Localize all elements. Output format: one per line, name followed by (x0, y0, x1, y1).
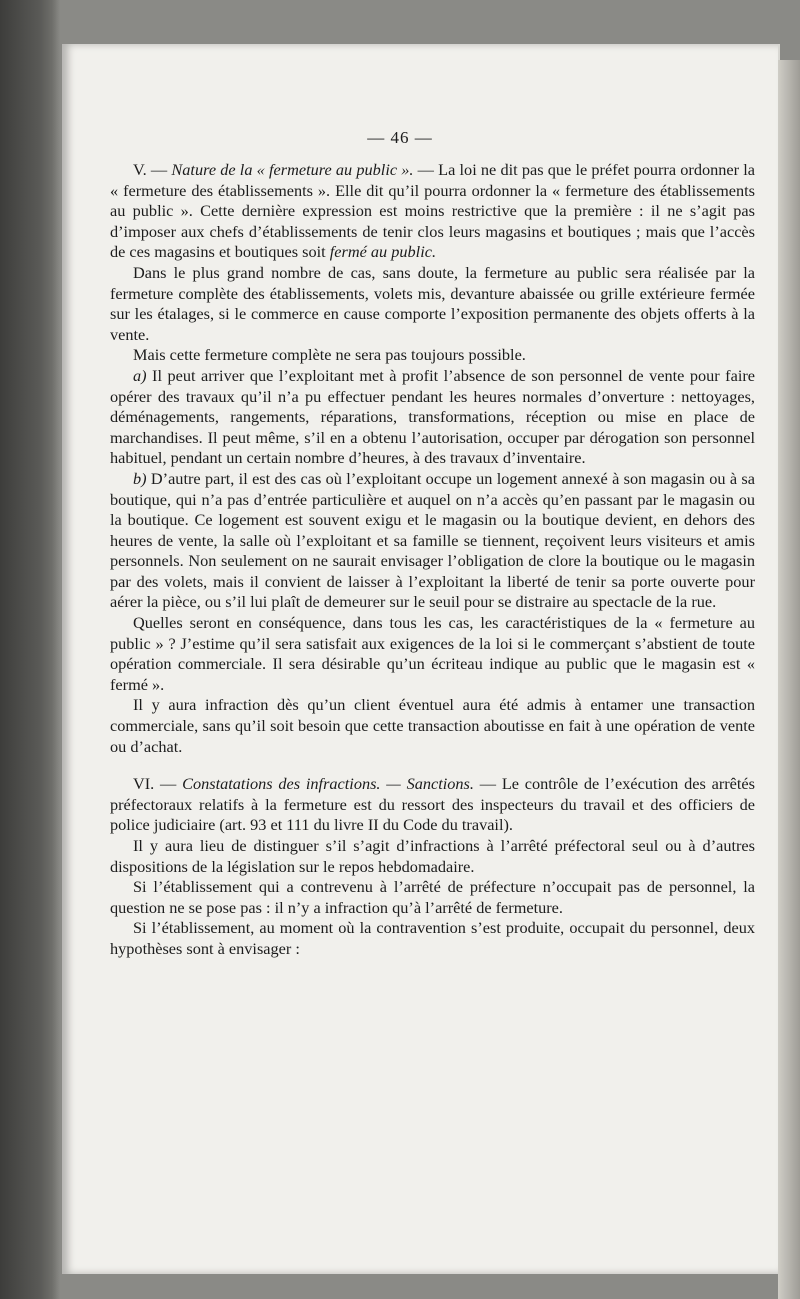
section-vi-number: VI. — (133, 774, 177, 794)
section-v-paragraph-7: Il y aura infraction dès qu’un client éventuel aura été admis à entamer une transaction commerciale, sans qu’il soit besoin que cette transaction aboutisse en fait à une opération de vente ou d’achat. (110, 695, 755, 756)
item-a-label: a) (133, 365, 147, 385)
section-v-emphasis: fermé au public. (329, 242, 437, 262)
section-vi-paragraph-1 (110, 774, 755, 836)
section-v-title: Nature de la « fermeture au public ». (171, 160, 414, 179)
section-vi-title: Constatations des infractions. — Sanctions. (182, 774, 474, 794)
section-v-paragraph-1 (110, 160, 755, 263)
page-number: — 46 — (367, 128, 433, 147)
section-vi-paragraph-4: Si l’établissement, au moment où la contravention s’est produite, occupait du personnel, deux hypothèses sont à envisager : (110, 918, 755, 958)
item-b-label: b) (133, 468, 147, 488)
section-v-paragraph-a (110, 366, 755, 469)
section-v-paragraph-6: Quelles seront en conséquence, dans tous les cas, les caractéristiques de la « fermeture au public » ? J’estime qu’il sera satisfait aux exigences de la loi si le commerçant s’abstient de toute opération commerciale. Il sera désirable qu’un écriteau indique au public que le magasin est « fermé ». (110, 613, 755, 694)
section-vi-text: — Le contrôle de l’exécution des arrêtés préfectoraux relatifs à la fermeture est du ressort des inspecteurs du travail et des officiers de police judiciaire (art. 93 et 111 du livre II du Code du travail). (110, 774, 755, 835)
section-v-paragraph-3: Mais cette fermeture complète ne sera pas toujours possible. (133, 345, 526, 365)
section-vi-paragraph-2: Il y aura lieu de distinguer s’il s’agit d’infractions à l’arrêté préfectoral seul ou à d’autres dispositions de la législation sur le repos hebdomadaire. (110, 836, 755, 876)
section-v-number: V. — (133, 160, 168, 179)
section-v-paragraph-2: Dans le plus grand nombre de cas, sans doute, la fermeture au public sera réalisée par la fermeture complète des établissements, volets mis, devanture abaissée ou grille extérieure fermée sur les étalages, si le commerce en cause comporte l’exposition permanente des objets offerts à la vente. (110, 262, 755, 344)
page-body (110, 160, 755, 960)
section-v-paragraph-b (110, 469, 755, 613)
item-a-text: Il peut arriver que l’exploitant met à profit l’absence de son personnel de vente pour faire opérer des travaux qu’il n’a pu effectuer pendant les heures normales d’onverture : nettoyages, déménagements, rangements, réparations, transformations, réception ou mise en place de marchandises. Il peut même, s’il en a obtenu l’autorisation, occuper par dérogation son personnel habituel, pendant un certain nombre d’heures, à des travaux d’inventaire. (110, 365, 755, 468)
section-vi-paragraph-3: Si l’établissement qui a contrevenu à l’arrêté de préfecture n’occupait pas de personnel, la question ne se pose pas : il n’y a infraction qu’à l’arrêté de fermeture. (110, 877, 755, 917)
item-b-text: D’autre part, il est des cas où l’exploitant occupe un logement annexé à son magasin ou à sa boutique, qui n’a pas d’entrée particulière et auquel on n’a accès qu’en passant par le magasin ou la boutique. Ce logement est souvent exigu et le magasin ou la boutique devient, en dehors des heures de vente, la salle où l’exploitant et sa famille se tiennent, reçoivent leurs visiteurs et amis personnels. Non seulement on ne saurait envisager l’obligation de clore la boutique ou le magasin par des volets, mais il convient de laisser à l’exploitant la liberté de tenir sa porte ouverte pour aérer la pièce, ou s’il lui plaît de demeurer sur le seuil pour se distraire au spectacle de la rue. (110, 468, 755, 612)
next-page-edge (778, 60, 800, 1299)
section-v-text: — La loi ne dit pas que le préfet pourra ordonner la « fermeture des établissements ». Elle dit qu’il pourra ordonner la « fermeture des établissements au public ». Cette dernière expression est moins restrictive que la première : il ne s’agit pas d’imposer aux chefs d’établissements de tenir clos leurs magasins et boutiques ; mais que l’accès de ces magasins et boutiques soit (110, 160, 755, 262)
